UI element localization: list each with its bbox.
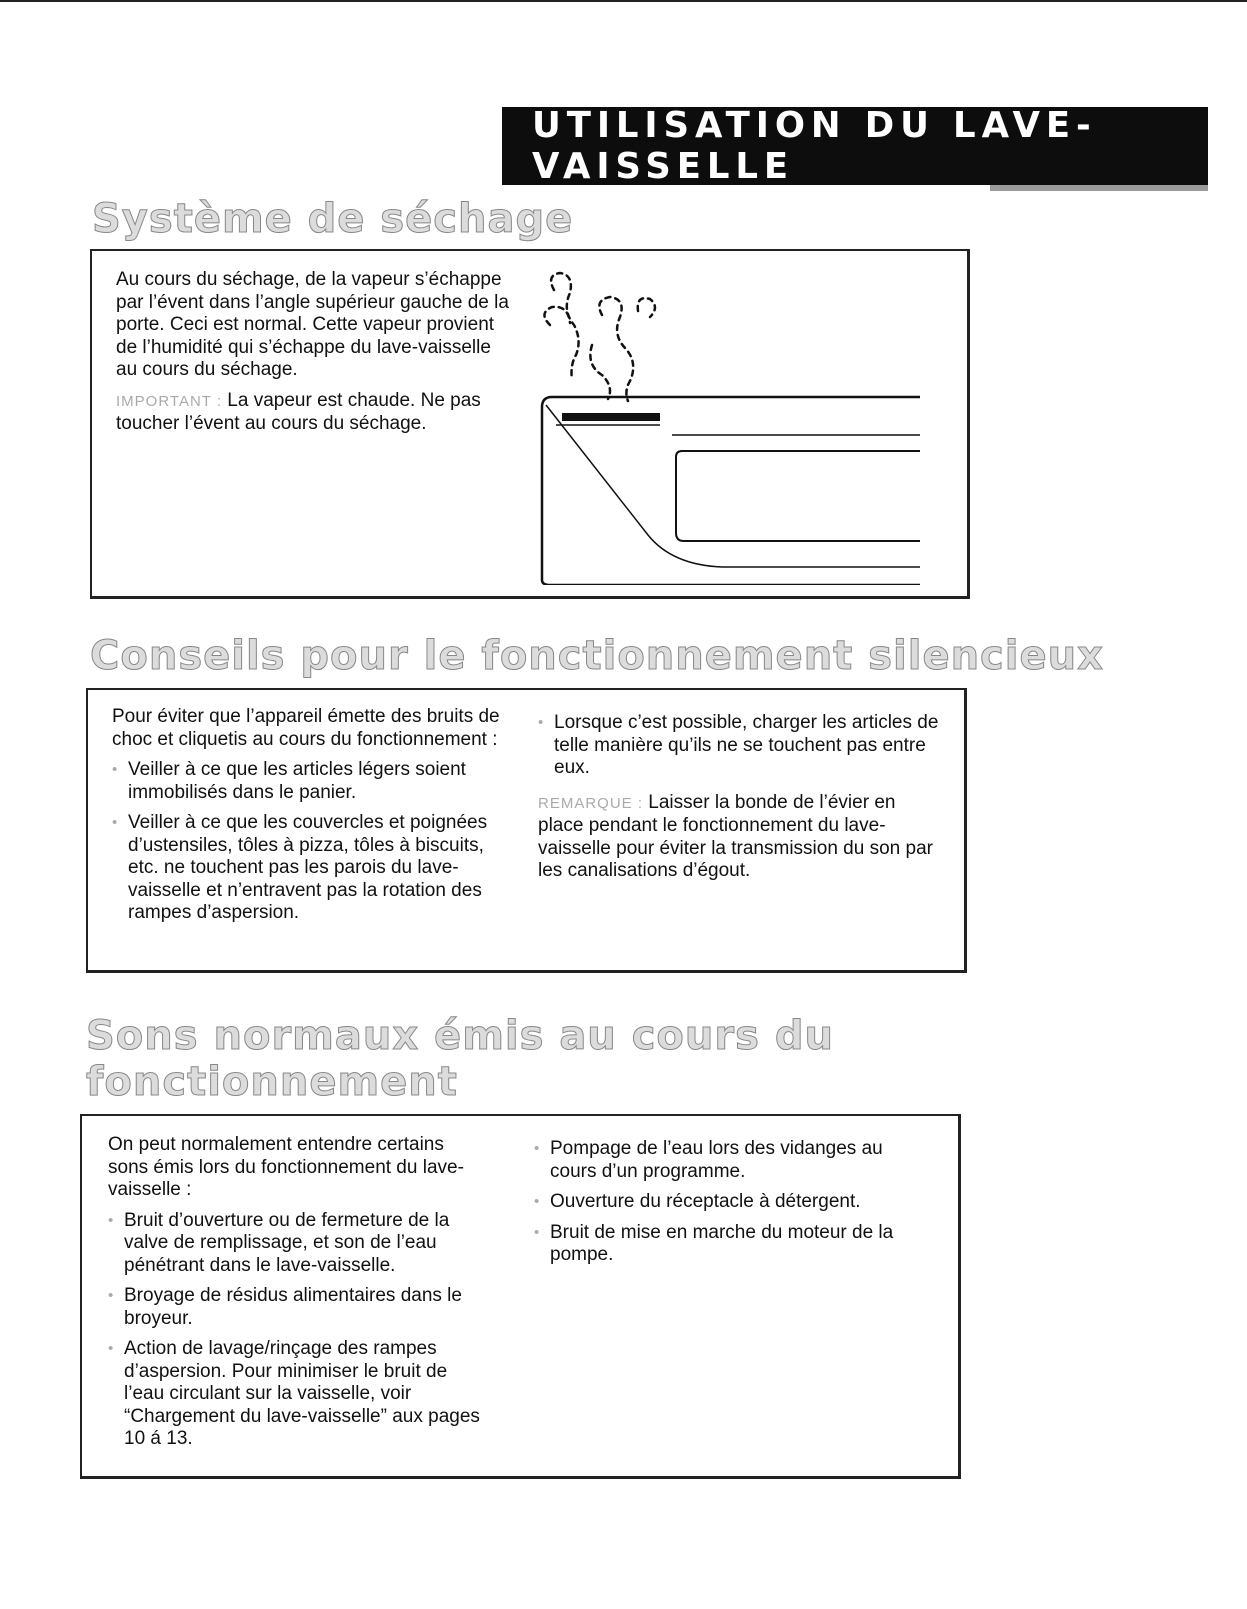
quiet-intro: Pour éviter que l’appareil émette des bruits de choc et cliquetis au cours du fonctionnement : xyxy=(112,706,500,750)
sounds-box xyxy=(80,1114,961,1479)
quiet-right-column xyxy=(538,712,943,891)
note-label: REMARQUE : xyxy=(538,794,644,812)
list-item: • Action de lavage/rinçage des rampes d’aspersion. Pour minimiser le bruit de l’eau circulant sur la vaisselle, voir “Chargement du lave-vaisselle” aux pages 10 á 13. xyxy=(108,1338,488,1451)
sounds-title-line2: fonctionnement xyxy=(86,1059,458,1105)
important-text: La vapeur est chaude. Ne pas toucher l’évent au cours du séchage. xyxy=(116,389,481,434)
list-item: • Broyage de résidus alimentaires dans le broyeur. xyxy=(108,1285,488,1330)
important-label: IMPORTANT : xyxy=(116,392,223,410)
list-item: • Veiller à ce que les articles légers soient immobilisés dans le panier. xyxy=(112,759,507,804)
drying-text xyxy=(116,269,516,444)
list-item: • Veiller à ce que les couvercles et poignées d’ustensiles, tôles à pizza, tôles à biscuits, etc. ne touchent pas les parois du lave-vaisselle et n’entravent pas la rotation des rampes d’aspersion. xyxy=(112,812,507,925)
sounds-bullet-list-2 xyxy=(534,1138,934,1267)
quiet-left-column xyxy=(112,706,507,933)
page-banner xyxy=(502,107,1208,185)
drying-box xyxy=(90,249,970,599)
sounds-title-line1: Sons normaux émis au cours du xyxy=(86,1013,834,1059)
banner-shadow xyxy=(990,185,1208,191)
quiet-bullet-list xyxy=(112,759,507,925)
quiet-bullet-list-2 xyxy=(538,712,943,780)
list-item: • Bruit de mise en marche du moteur de la pompe. xyxy=(534,1222,934,1267)
list-item: • Bruit d’ouverture ou de fermeture de la valve de remplissage, et son de l’eau pénétrant dans le lave-vaisselle. xyxy=(108,1210,488,1278)
sounds-left-column xyxy=(108,1134,488,1459)
list-item: • Lorsque c’est possible, charger les articles de telle manière qu’ils ne se touchent pas entre eux. xyxy=(538,712,943,780)
section-title-drying: Système de séchage xyxy=(92,196,574,242)
note-text: Laisser la bonde de l’évier en place pendant le fonctionnement du lave-vaisselle pour éviter la transmission du son par les canalisations d’égout. xyxy=(538,791,933,881)
quiet-box xyxy=(86,688,967,973)
section-title-sounds xyxy=(86,1013,834,1105)
banner-title: UTILISATION DU LAVE-VAISSELLE xyxy=(532,105,1097,187)
drying-important xyxy=(116,390,516,436)
drying-paragraph: Au cours du séchage, de la vapeur s’échappe par l’évent dans l’angle supérieur gauche de la porte. Ceci est normal. Cette vapeur provient de l’humidité qui s’échappe du lave-vaisselle au cours du séchage. xyxy=(116,269,509,380)
sounds-right-column xyxy=(534,1138,934,1275)
list-item: • Ouverture du réceptacle à détergent. xyxy=(534,1191,934,1214)
sounds-bullet-list xyxy=(108,1210,488,1451)
list-item: • Pompage de l’eau lors des vidanges au cours d’un programme. xyxy=(534,1138,934,1183)
quiet-note xyxy=(538,792,943,883)
steam-vent-illustration xyxy=(532,265,942,585)
section-title-quiet: Conseils pour le fonctionnement silencieux xyxy=(90,633,1104,679)
sounds-intro: On peut normalement entendre certains sons émis lors du fonctionnement du lave-vaisselle : xyxy=(108,1134,464,1200)
top-rule xyxy=(0,0,1247,2)
